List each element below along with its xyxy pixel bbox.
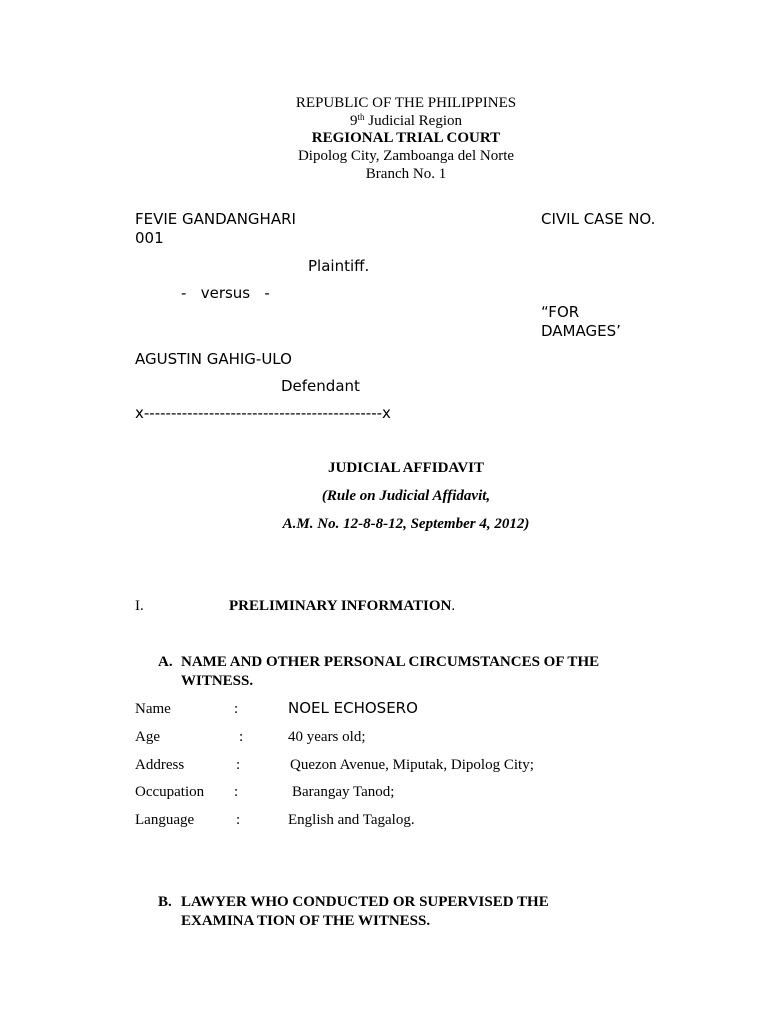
witness-language-sep: : (236, 812, 241, 828)
witness-age-sep: : (239, 729, 244, 745)
subsection-b-letter: B. (158, 894, 172, 910)
case-number-label: CIVIL CASE NO. (541, 210, 656, 228)
header-court-name: REGIONAL TRIAL COURT (311, 130, 501, 146)
header-republic: REPUBLIC OF THE PHILIPPINES (295, 95, 517, 111)
witness-address-label: Address (135, 757, 185, 773)
header-region-text: Judicial Region (364, 113, 462, 129)
document-subtitle-am: A.M. No. 12-8-8-12, September 4, 2012) (282, 516, 530, 532)
header-region-number: 9 (349, 113, 358, 129)
subsection-a-line2: WITNESS. (181, 673, 254, 689)
witness-occupation-value: Barangay Tanod; (292, 784, 395, 800)
document-subtitle-rule: (Rule on Judicial Affidavit, (321, 488, 491, 504)
witness-name-value: NOEL ECHOSERO (288, 699, 418, 717)
section-heading (229, 598, 455, 615)
subsection-b-line2: EXAMINA TION OF THE WITNESS. (181, 913, 431, 929)
witness-name-sep: : (234, 701, 239, 717)
case-number-value: 001 (135, 229, 164, 247)
defendant-name: AGUSTIN GAHIG-ULO (135, 350, 292, 368)
header-branch: Branch No. 1 (365, 166, 447, 182)
section-number: I. (135, 598, 144, 614)
header-judicial-region (0, 112, 768, 130)
witness-language-value: English and Tagalog. (288, 812, 415, 828)
section-heading-period: . (451, 598, 456, 614)
subsection-a-letter: A. (158, 654, 173, 670)
witness-language-label: Language (135, 812, 195, 828)
defendant-label: Defendant (281, 377, 360, 395)
header-location: Dipolog City, Zamboanga del Norte (297, 148, 515, 164)
witness-name-label: Name (135, 701, 171, 717)
witness-occupation-label: Occupation (135, 784, 205, 800)
subsection-a-line1: NAME AND OTHER PERSONAL CIRCUMSTANCES OF THE (181, 654, 600, 670)
case-nature-line2: DAMAGES’ (541, 322, 621, 340)
versus-text: - versus - (181, 284, 270, 302)
plaintiff-label: Plaintiff. (308, 257, 370, 275)
witness-occupation-sep: : (234, 784, 239, 800)
plaintiff-name: FEVIE GANDANGHARI (135, 210, 296, 228)
caption-separator: x--------------------------------------------x (135, 404, 391, 422)
witness-address-value: Quezon Avenue, Miputak, Dipolog City; (290, 757, 534, 773)
subsection-b-line1: LAWYER WHO CONDUCTED OR SUPERVISED THE (181, 894, 549, 910)
document-title: JUDICIAL AFFIDAVIT (327, 460, 484, 476)
witness-age-value: 40 years old; (288, 729, 366, 745)
section-heading-text: PRELIMINARY INFORMATION (229, 598, 452, 614)
witness-address-sep: : (236, 757, 241, 773)
case-nature-line1: “FOR (541, 303, 580, 321)
witness-age-label: Age (135, 729, 160, 745)
header-region-suffix: th (357, 112, 365, 122)
